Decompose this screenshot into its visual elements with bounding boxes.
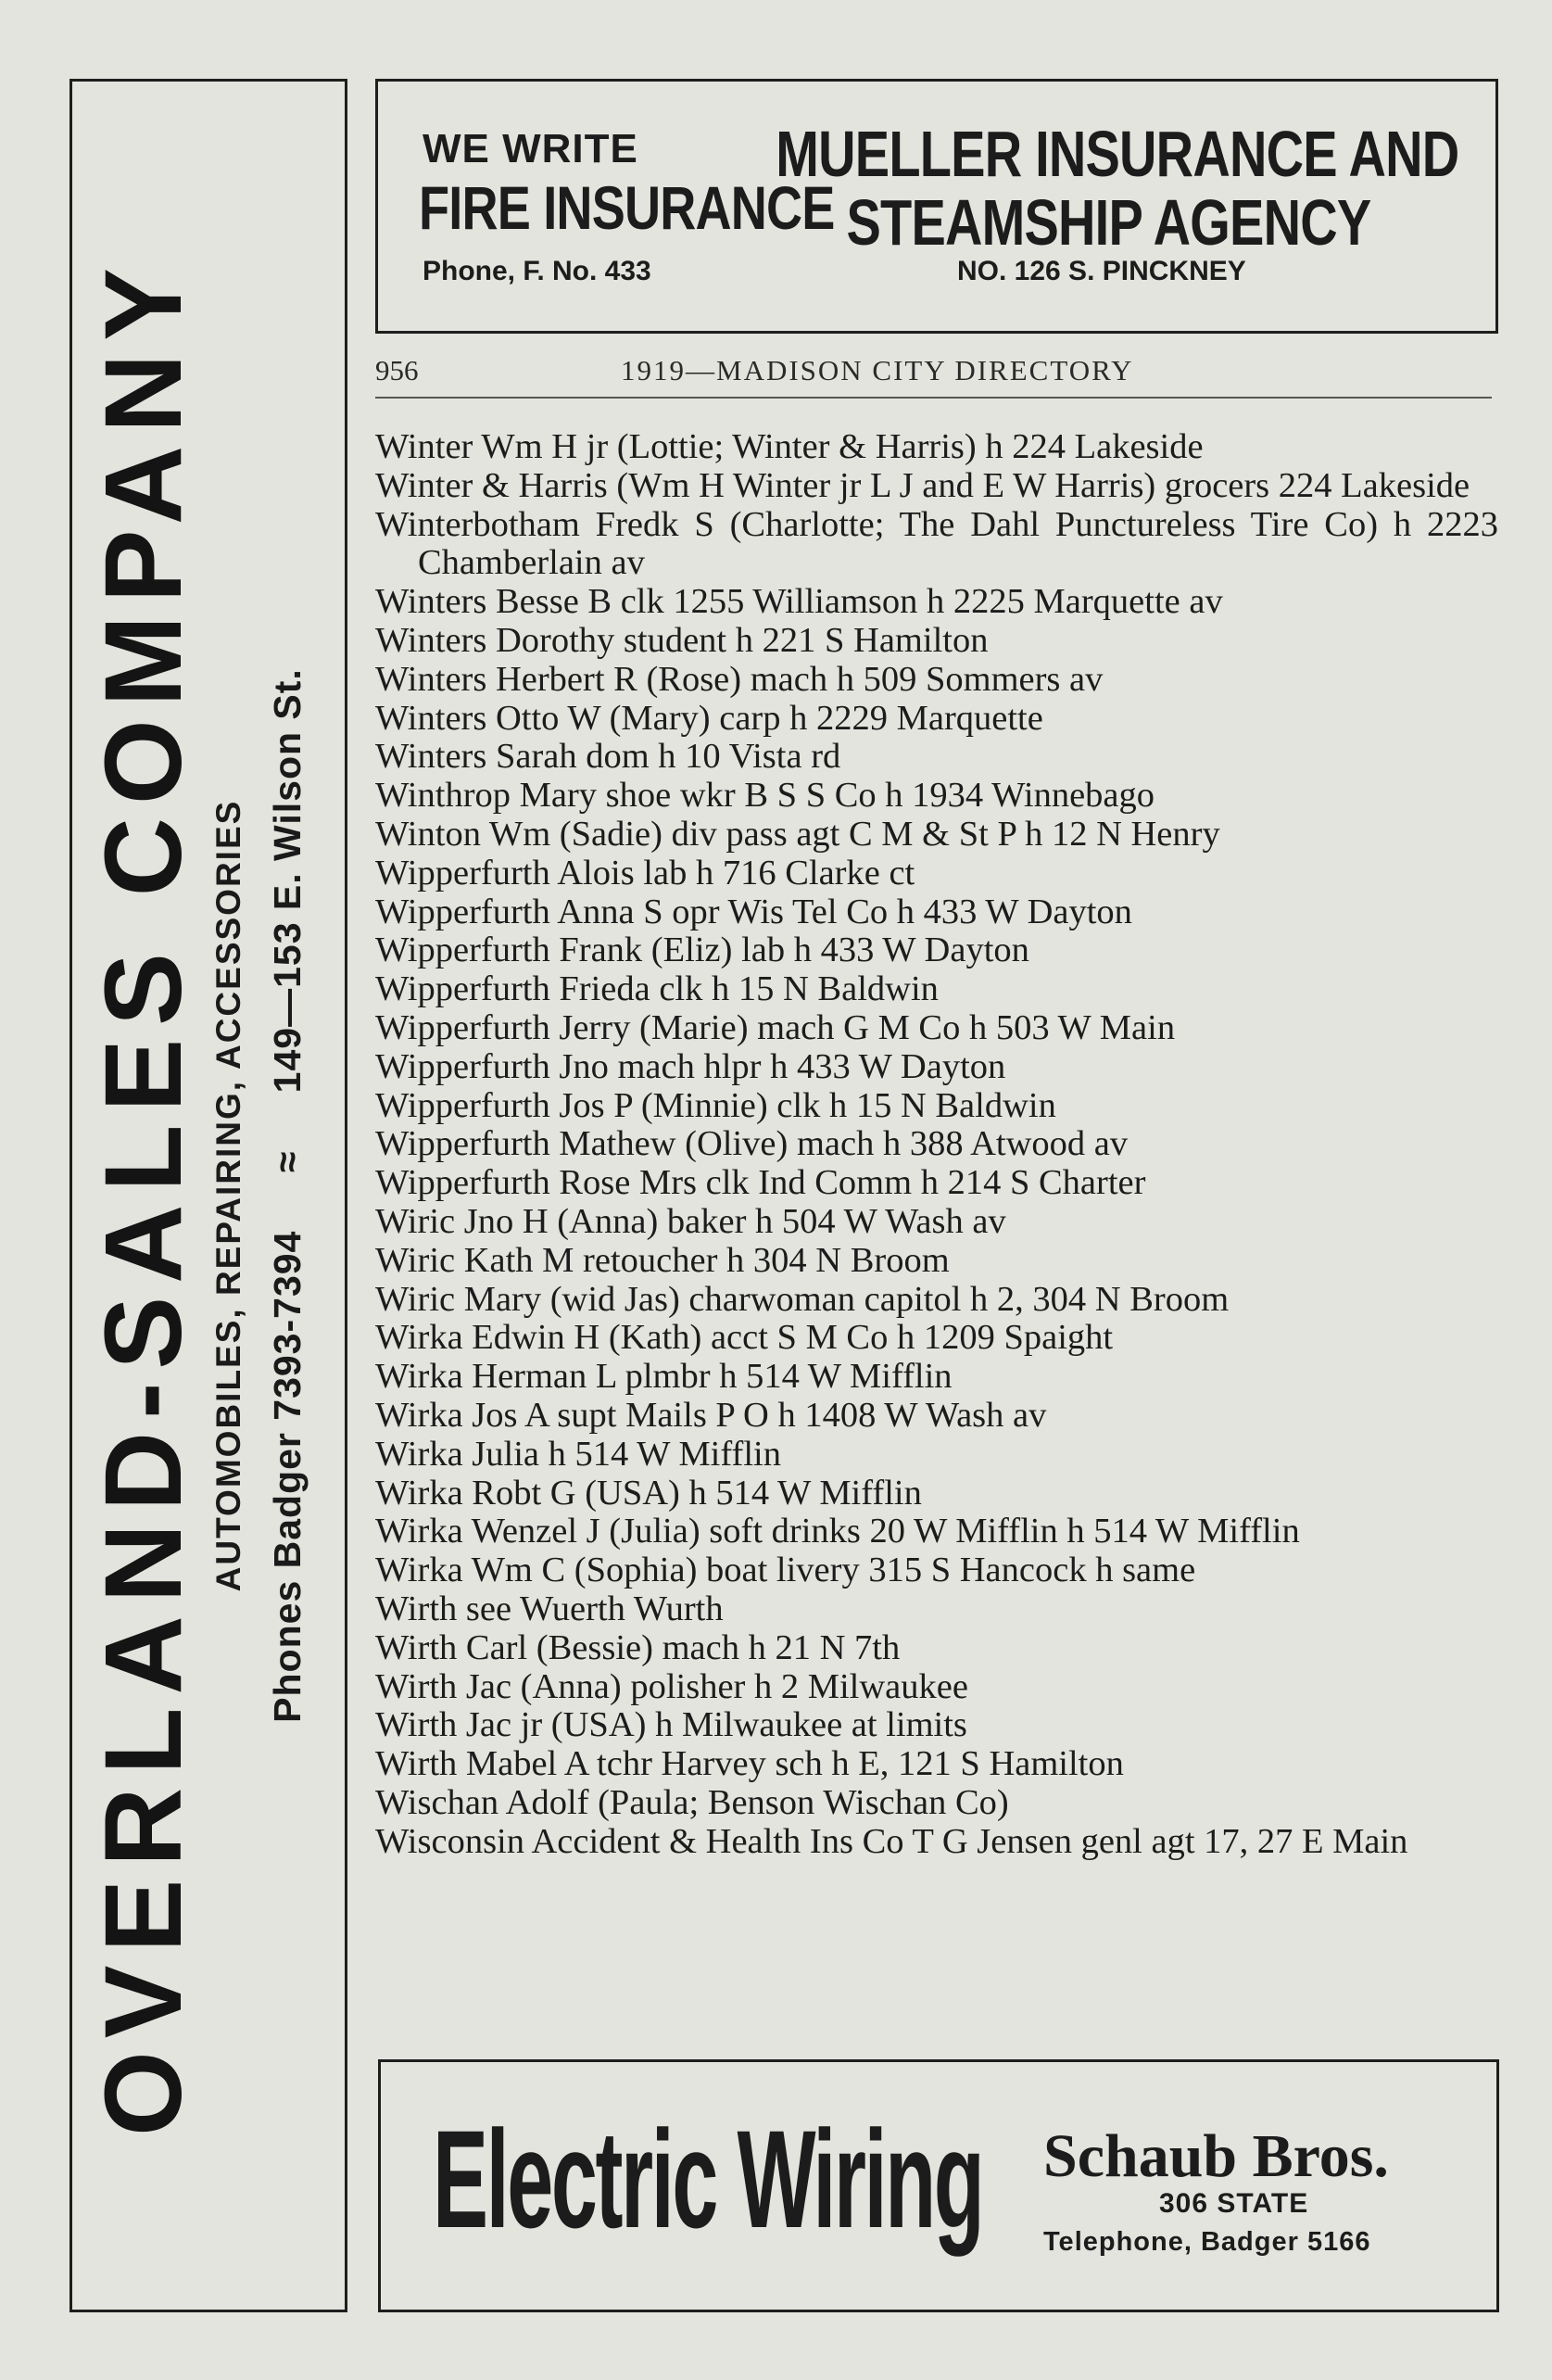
listing-entry: Winterbotham Fredk S (Charlotte; The Dahl Punctureless Tire Co) h 2223 Chamberlain av xyxy=(375,504,1498,583)
listing-entry: Wipperfurth Jno mach hlpr h 433 W Dayton xyxy=(375,1046,1006,1086)
bottom-ad-headline: Electric Wiring xyxy=(433,2101,983,2257)
side-ad-contact xyxy=(264,102,310,2289)
listing-entry: Winton Wm (Sadie) div pass agt C M & St P h 12 N Henry xyxy=(375,814,1220,854)
listing-entry: Wipperfurth Frieda clk h 15 N Baldwin xyxy=(375,969,939,1009)
listing-entry: Wisconsin Accident & Health Ins Co T G Jensen genl agt 17, 27 E Main xyxy=(375,1821,1408,1861)
listing-entry: Wiric Jno H (Anna) baker h 504 W Wash av xyxy=(375,1201,1006,1241)
listing-entry: Wipperfurth Rose Mrs clk Ind Comm h 214 S Charter xyxy=(375,1163,1146,1203)
listing-entry: Wipperfurth Frank (Eliz) lab h 433 W Dayton xyxy=(375,930,1029,970)
listing-entry: Wirka Jos A supt Mails P O h 1408 W Wash av xyxy=(375,1395,1047,1435)
top-ad-address: NO. 126 S. PINCKNEY xyxy=(957,256,1246,286)
listing-entry: Wischan Adolf (Paula; Benson Wischan Co) xyxy=(375,1782,1009,1822)
top-ad-phone: Phone, F. No. 433 xyxy=(423,256,651,286)
listing-entry: Winters Otto W (Mary) carp h 2229 Marquette xyxy=(375,698,1043,738)
top-ad-company-line1: MUELLER INSURANCE AND xyxy=(775,118,1458,190)
listing-entry: Wipperfurth Alois lab h 716 Clarke ct xyxy=(375,853,915,892)
listing-entry: Wirka Edwin H (Kath) acct S M Co h 1209 Spaight xyxy=(375,1318,1114,1358)
listing-entry: Wirka Robt G (USA) h 514 W Mifflin xyxy=(375,1473,922,1513)
bottom-advertisement xyxy=(378,2059,1499,2312)
top-ad-line1: WE WRITE xyxy=(423,126,638,171)
side-advertisement xyxy=(69,79,347,2312)
listing-entry: Wirth see Wuerth Wurth xyxy=(375,1589,724,1628)
side-ad-separator: ≈ xyxy=(266,1150,309,1173)
listing-entry: Wiric Kath M retoucher h 304 N Broom xyxy=(375,1240,950,1280)
listing-entry: Winters Herbert R (Rose) mach h 509 Sommers av xyxy=(375,659,1104,699)
listing-entry: Winters Dorothy student h 221 S Hamilton xyxy=(375,620,989,660)
page-title: 1919—MADISON CITY DIRECTORY xyxy=(621,354,1134,386)
listing-entry: Winter & Harris (Wm H Winter jr L J and E W Harris) grocers 224 Lakeside xyxy=(375,465,1470,505)
listing-entry: Wirka Julia h 514 W Mifflin xyxy=(375,1434,781,1474)
side-ad-company: OVERLAND-SALES COMPANY xyxy=(82,255,205,2137)
bottom-ad-telephone: Telephone, Badger 5166 xyxy=(1043,2227,1371,2257)
page-header xyxy=(375,350,1492,399)
listing-entry: Wipperfurth Mathew (Olive) mach h 388 Atwood av xyxy=(375,1124,1129,1164)
side-advertisement-content xyxy=(79,102,338,2289)
listing-entry: Wirth Jac (Anna) polisher h 2 Milwaukee xyxy=(375,1666,968,1706)
top-ad-line2: FIRE INSURANCE xyxy=(419,173,835,242)
listing-entry: Wipperfurth Jos P (Minnie) clk h 15 N Baldwin xyxy=(375,1085,1056,1125)
top-ad-company-line2: STEAMSHIP AGENCY xyxy=(846,186,1370,259)
listing-entry: Winters Besse B clk 1255 Williamson h 2225 Marquette av xyxy=(375,582,1223,622)
page-number: 956 xyxy=(375,354,419,386)
listing-entry: Wipperfurth Anna S opr Wis Tel Co h 433 W Dayton xyxy=(375,892,1132,931)
listing-entry: Wirth Carl (Bessie) mach h 21 N 7th xyxy=(375,1627,901,1667)
directory-listings xyxy=(375,428,1498,1861)
top-advertisement xyxy=(375,79,1498,334)
listing-entry: Wirka Wenzel J (Julia) soft drinks 20 W Mifflin h 514 W Mifflin xyxy=(375,1512,1300,1551)
bottom-ad-company: Schaub Bros. xyxy=(1043,2122,1389,2190)
listing-entry: Wirka Wm C (Sophia) boat livery 315 S Hancock h same xyxy=(375,1551,1196,1590)
listing-entry: Wiric Mary (wid Jas) charwoman capitol h 2, 304 N Broom xyxy=(375,1279,1230,1319)
side-ad-services: AUTOMOBILES, REPAIRING, ACCESSORIES xyxy=(209,799,247,1592)
bottom-ad-address: 306 STATE xyxy=(1159,2188,1309,2219)
listing-entry: Winthrop Mary shoe wkr B S S Co h 1934 Winnebago xyxy=(375,776,1155,816)
listing-entry: Winter Wm H jr (Lottie; Winter & Harris) h 224 Lakeside xyxy=(375,427,1204,466)
side-ad-phones: Phones Badger 7393-7394 xyxy=(266,1230,309,1723)
listing-entry: Wirth Jac jr (USA) h Milwaukee at limits xyxy=(375,1705,967,1745)
listing-entry: Wirth Mabel A tchr Harvey sch h E, 121 S Hamilton xyxy=(375,1744,1124,1784)
side-ad-address: 149—153 E. Wilson St. xyxy=(266,668,309,1094)
listing-entry: Wirka Herman L plmbr h 514 W Mifflin xyxy=(375,1357,953,1397)
listing-entry: Winters Sarah dom h 10 Vista rd xyxy=(375,737,841,777)
listing-entry: Wipperfurth Jerry (Marie) mach G M Co h 503 W Main xyxy=(375,1007,1176,1047)
